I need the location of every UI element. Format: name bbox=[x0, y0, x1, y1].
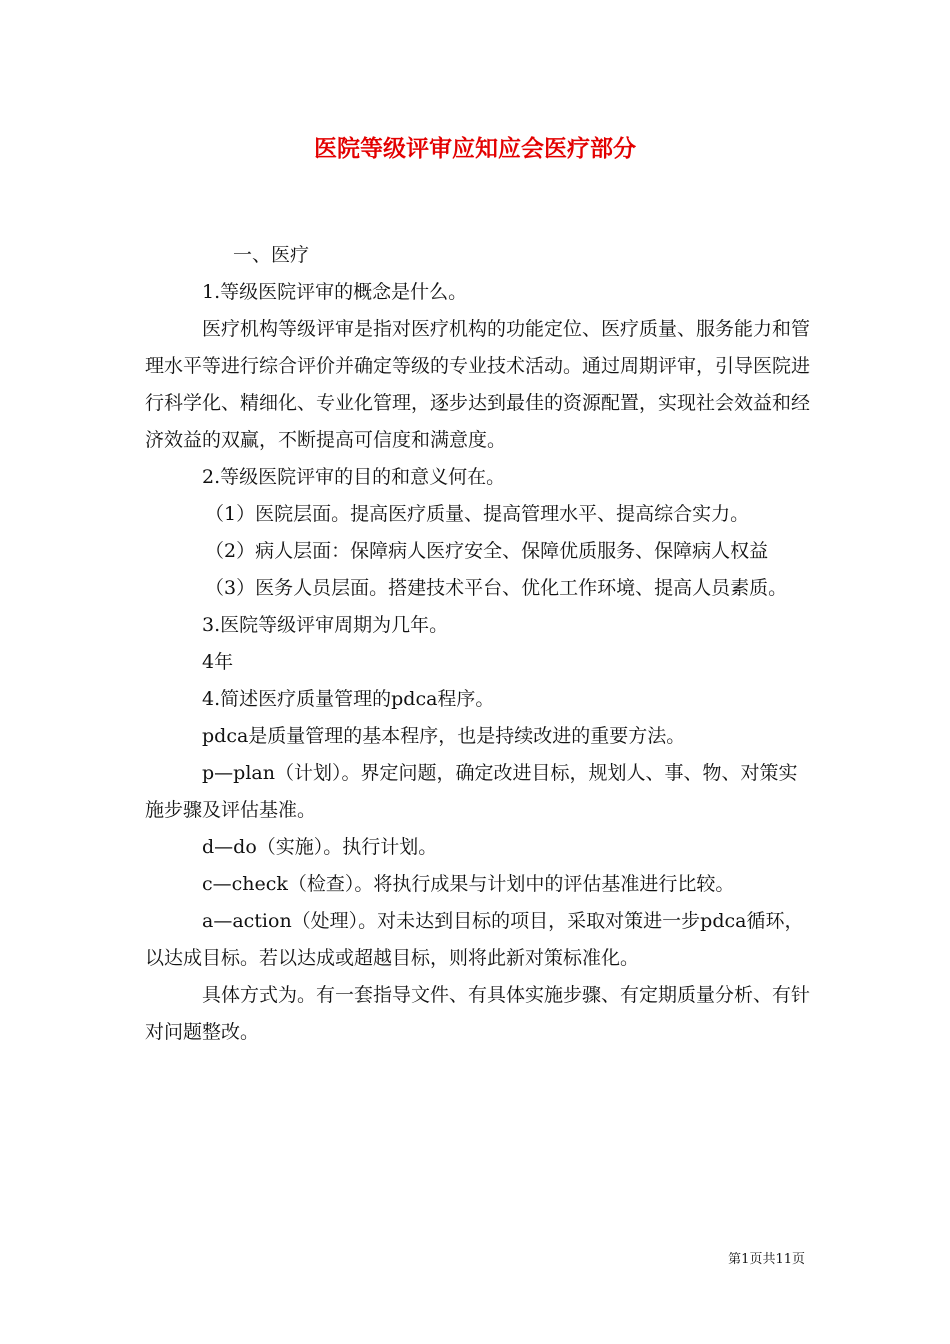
answer: 4年 bbox=[202, 651, 234, 673]
paragraph: 医疗机构等级评审是指对医疗机构的功能定位、医疗质量、服务能力和管理水平等进行综合评价并确定等级的专业技术活动。通过周期评审，引导医院进行科学化、精细化、专业化管理，逐步达到最佳的资源配置，实现社会效益和经济效益的双赢，不断提高可信度和满意度。 bbox=[145, 318, 811, 451]
paragraph: 具体方式为。有一套指导文件、有具体实施步骤、有定期质量分析、有针对问题整改。 bbox=[145, 984, 811, 1043]
question-1: 1.等级医院评审的概念是什么。 bbox=[202, 281, 468, 303]
paragraph: d—do（实施）。执行计划。 bbox=[202, 836, 438, 858]
question-4: 4.简述医疗质量管理的pdca程序。 bbox=[202, 688, 495, 710]
list-item: （1）医院层面。提高医疗质量、提高管理水平、提高综合实力。 bbox=[205, 503, 750, 525]
paragraph: p—plan（计划）。界定问题，确定改进目标，规划人、事、物、对策实施步骤及评估基准。 bbox=[145, 762, 798, 821]
list-item: （3）医务人员层面。搭建技术平台、优化工作环境、提高人员素质。 bbox=[205, 577, 788, 599]
section-heading: 一、医疗 bbox=[233, 244, 310, 266]
question-3: 3.医院等级评审周期为几年。 bbox=[202, 614, 449, 636]
list-item: （2）病人层面：保障病人医疗安全、保障优质服务、保障病人权益 bbox=[205, 540, 769, 562]
paragraph: pdca是质量管理的基本程序，也是持续改进的重要方法。 bbox=[202, 725, 686, 747]
page-title: 医院等级评审应知应会医疗部分 bbox=[314, 136, 636, 162]
page-number: 第1页共11页 bbox=[728, 1252, 805, 1267]
paragraph: c—check（检查）。将执行成果与计划中的评估基准进行比较。 bbox=[202, 873, 735, 895]
document-body bbox=[145, 237, 810, 1051]
question-2: 2.等级医院评审的目的和意义何在。 bbox=[202, 466, 506, 488]
paragraph: a—action（处理）。对未达到目标的项目，采取对策进一步pdca循环，以达成目标。若以达成或超越目标，则将此新对策标准化。 bbox=[145, 910, 804, 969]
